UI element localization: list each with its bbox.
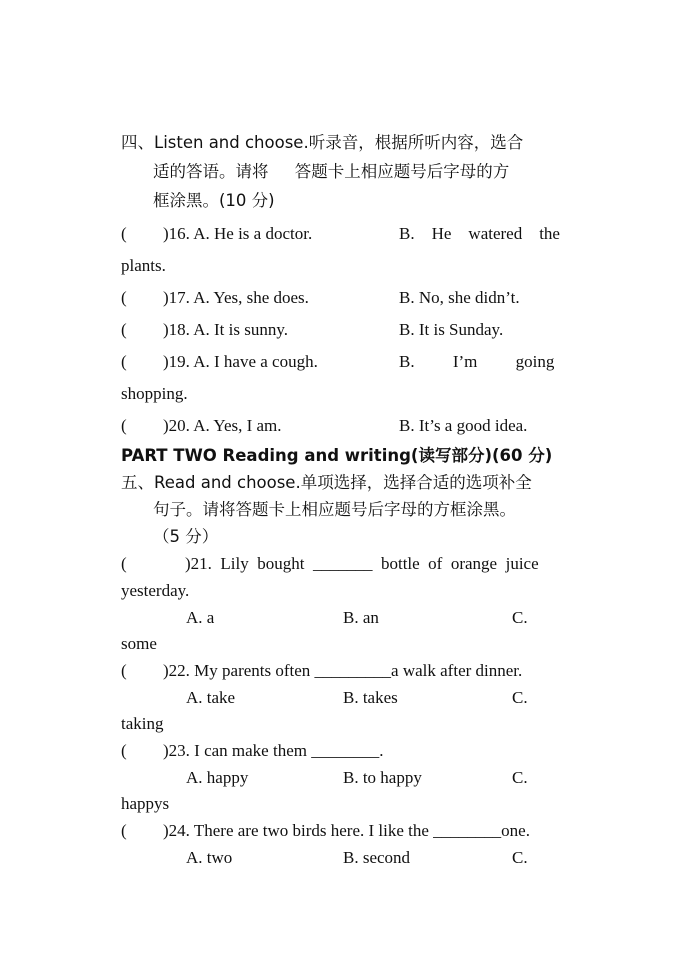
q23-option-c: C.: [512, 768, 528, 787]
q16-paren: (: [121, 224, 127, 243]
q18-paren: (: [121, 320, 127, 339]
q24-stem: )24. There are two birds here. I like the ________one.: [163, 821, 530, 840]
q21-option-b: B. an: [343, 608, 379, 627]
q16-continuation: plants.: [121, 256, 166, 275]
q21-option-c: C.: [512, 608, 528, 627]
q18-option-a: )18. A. It is sunny.: [163, 320, 288, 339]
section4-heading-line1: 四、Listen and choose.听录音，根据所听内容，选合: [121, 133, 524, 152]
q21-stem-continuation: yesterday.: [121, 581, 190, 600]
q23-stem: )23. I can make them ________.: [163, 741, 384, 760]
q17-option-a: )17. A. Yes, she does.: [163, 288, 309, 307]
q16-option-a: )16. A. He is a doctor.: [163, 224, 313, 243]
q21-stem: )21. Lily bought _______ bottle of orange juice: [185, 554, 539, 573]
q19-paren: (: [121, 352, 127, 371]
q17-paren: (: [121, 288, 127, 307]
section5-heading-line2: 句子。请将答题卡上相应题号后字母的方框涂黑。: [153, 500, 516, 519]
q19-option-a: )19. A. I have a cough.: [163, 352, 318, 371]
q22-stem: )22. My parents often _________a walk after dinner.: [163, 661, 523, 680]
q23-option-c-continuation: happys: [121, 794, 170, 813]
q24-option-b: B. second: [343, 848, 411, 867]
q21-option-a: A. a: [186, 608, 215, 627]
q22-option-a: A. take: [186, 688, 236, 707]
q22-option-c: C.: [512, 688, 528, 707]
q19-continuation: shopping.: [121, 384, 188, 403]
q22-paren: (: [121, 661, 127, 680]
part-two-title: PART TWO Reading and writing(读写部分)(60 分): [121, 446, 553, 465]
q23-option-b: B. to happy: [343, 768, 422, 787]
q24-option-c: C.: [512, 848, 528, 867]
q23-option-a: A. happy: [186, 768, 249, 787]
q17-option-b: B. No, she didn’t.: [399, 288, 520, 307]
q20-paren: (: [121, 416, 127, 435]
section4-heading-line3: 框涂黑。(10 分): [153, 191, 275, 210]
q22-option-b: B. takes: [343, 688, 398, 707]
section5-heading-line1: 五、Read and choose.单项选择，选择合适的选项补全: [121, 473, 532, 492]
section4-heading-line2: 适的答语。请将 答题卡上相应题号后字母的方: [153, 162, 510, 181]
q24-paren: (: [121, 821, 127, 840]
q20-option-a: )20. A. Yes, I am.: [163, 416, 282, 435]
q21-paren: (: [121, 554, 127, 573]
q18-option-b: B. It is Sunday.: [399, 320, 504, 339]
section5-heading-line3: （5 分）: [153, 527, 219, 546]
q24-option-a: A. two: [186, 848, 233, 867]
q21-option-c-continuation: some: [121, 634, 157, 653]
q23-paren: (: [121, 741, 127, 760]
q20-option-b: B. It’s a good idea.: [399, 416, 528, 435]
q16-option-b: B. He watered the: [399, 224, 560, 243]
q19-option-b: B. I’m going: [399, 352, 555, 371]
q22-option-c-continuation: taking: [121, 714, 164, 733]
